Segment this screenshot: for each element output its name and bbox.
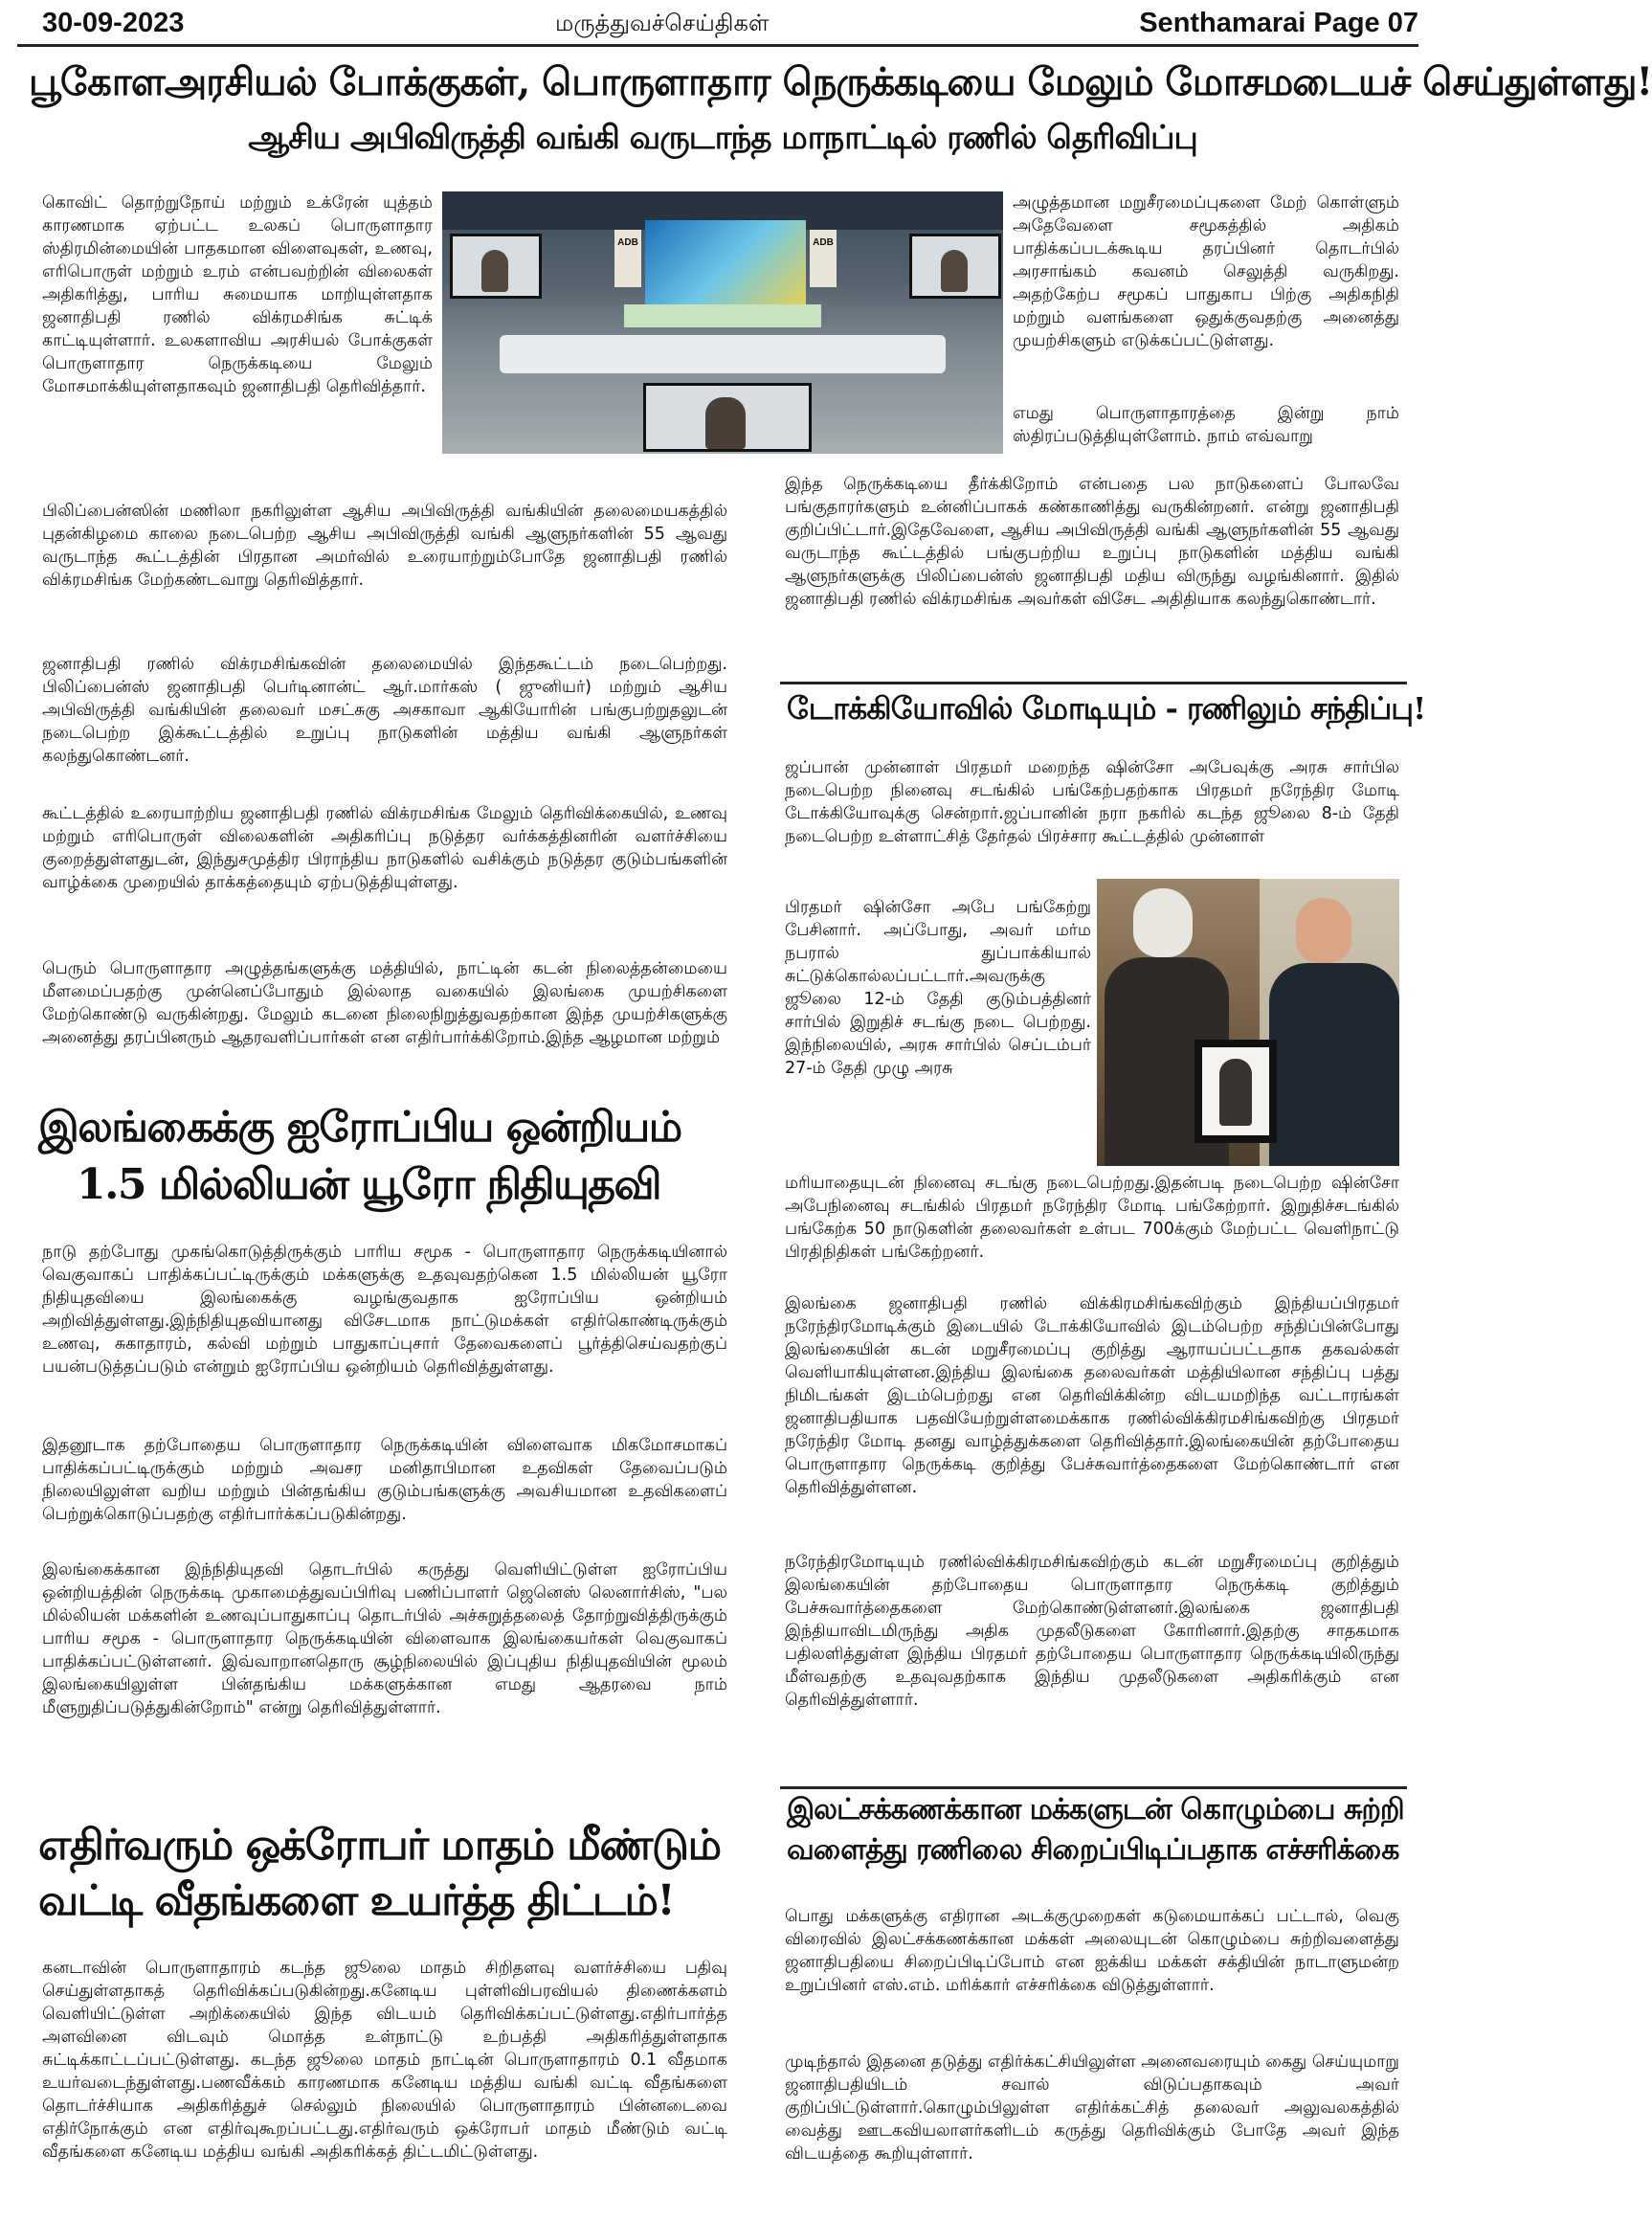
tokyo-paragraph-2: இலங்கை ஜனாதிபதி ரணில் விக்கிரமசிங்கவிற்கும் இந்தியப்பிரதமர் நரேந்திரமோடிக்கும் இடையில் டோக்கியோவில் இடம்பெற்ற சந்திப்பின்போது இலங்கையின் கடன் மறுசீரமைப்பு குறித்து ஆராயப்பட்டதாக தகவல்கள் வெளியாகியுள்ளன.இந்திய இலங்கை தலைவர்கள் மத்தியிலான சந்திப்பு பத்து நிமிடங்கள் இடம்பெற்றது என தெரிவிக்கின்ற விடயமறிந்த வட்டாரங்கள் ஜனாதிபதியாக பதவியேற்றுள்ளமைக்காக ரணில்விக்கிரமசிங்கவிற்கு பிரதமர் நரேந்திர மோடி தனது வாழ்த்துக்களை தெரிவித்தார்.இலங்கையின் தற்போதைய பொருளாதார நெருக்கடி குறித்து பேச்சுவார்த்தைகளை மேற்கொண்டார் என தெரிவித்துள்ளன.: [785, 1294, 1399, 1497]
colombo-rule: [780, 1786, 1407, 1789]
rates-headline-line1: எதிர்வரும் ஒக்ரோபர் மாதம் மீண்டும்: [38, 1821, 721, 1870]
issue-date: 30-09-2023: [42, 8, 185, 38]
tokyo-paragraph-1-bottom: மரியாதையுடன் நினைவு சடங்கு நடைபெற்றது.இதன்படி நடைபெற்ற ஷின்சோ அபேநினைவு சடங்கில் பிரதமர் நரேந்திர மோடி பங்கேற்றார். இறுதிச்சடங்கில் பங்கேற்க 50 நாடுகளின் தலைவர்கள் உள்பட 700க்கும் மேற்பட்ட வெளிநாட்டு பிரதிநிதிகள் பங்கேற்றனர்.: [785, 1174, 1399, 1262]
rates-headline-line2: வட்டி வீதங்களை உயர்த்த திட்டம்!: [38, 1876, 675, 1925]
header-rule: [17, 44, 1418, 47]
lead-right-paragraph-1: அழுத்தமான மறுசீரமைப்புகளை மேற் கொள்ளும் அதேவேளை சமூகத்தில் அதிகம் பாதிக்கப்படக்கூடிய தரப்பினர் தொடர்பில் அரசாங்கம் கவனம் செலுத்தி வருகிறது. அதற்கேற்ப சமூகப் பாதுகாப பிற்கு அதிகநிதி மற்றும் வளங்களை ஒதுக்குவதற்கு அனைத்து முயற்சிகளும் எடுக்கப்பட்டுள்ளது.: [1013, 193, 1399, 350]
page-number: Page 07: [1313, 8, 1418, 38]
colombo-headline-line2: வளைத்து ரணிலை சிறைப்பிடிப்பதாக எச்சரிக்கை: [787, 1833, 1399, 1867]
lead-right-paragraph-2b: இந்த நெருக்கடியை தீர்க்கிறோம் என்பதை பல நாடுகளைப் போலவே பங்குதாரர்களும் உன்னிப்பாகக் கண்காணித்து வருகின்றனர். என்று ஜனாதிபதி குறிப்பிட்டார்.இதேவேளை, ஆசிய அபிவிருத்தி வங்கி ஆளுநர்களின் 55 ஆவது வருடாந்த கூட்டத்தில் பங்குபற்றிய உறுப்பு நாடுகளின் மத்திய வங்கி ஆளுநர்களுக்கு பிலிப்பைன்ஸ் ஜனாதிபதி மதிய விருந்து வழங்கினார். இதில் ஜனாதிபதி ரணில் விக்ரமசிங்க அவர்கள் விசேட அதிதியாக கலந்துகொண்டார்.: [785, 475, 1399, 609]
page-label: [1139, 8, 1418, 39]
lead-paragraph-5: பெரும் பொருளாதார அழுத்தங்களுக்கு மத்தியில், நாட்டின் கடன் நிலைத்தன்மையை மீளமைப்பதற்கு முன்னெப்போதும் இல்லாத வகையில் இலங்கை முயற்சிகளை மேற்கொண்டு வருகின்றது. மேலும் கடனை நிலைநிறுத்துவதற்கான இந்த முயற்சிகளுக்கு அனைத்து தரப்பினரும் ஆதரவளிப்பார்கள் என எதிர்பார்க்கிறோம்.இந்த ஆழமான மற்றும்: [42, 959, 727, 1047]
ranil-head: [1296, 898, 1351, 963]
colombo-headline-line1: இலட்சக்கணக்கான மக்களுடன் கொழும்பை சுற்றி: [787, 1793, 1404, 1827]
eu-paragraph-2: இதனூடாக தற்போதைய பொருளாதார நெருக்கடியின் விளைவாக மிகமோசமாகப் பாதிக்கப்பட்டிருக்கும் மற்றும் அவசர மனிதாபிமான உதவிகள் தேவைப்படும் நிலையிலுள்ள வறிய மற்றும் பின்தங்கிய குடும்பங்களுக்கு அவசியமான உதவிகளைப் பெற்றுக்கொடுப்பதற்கு எதிர்பார்க்கப்படுகின்றது.: [42, 1436, 727, 1524]
side-screen-left: [450, 234, 542, 299]
adb-banner-left: ADB: [614, 230, 641, 287]
rates-paragraph-1: கனடாவின் பொருளாதாரம் கடந்த ஜூலை மாதம் சிறிதளவு வளர்ச்சியை பதிவு செய்துள்ளதாகத் தெரிவிக்கப்படுகின்றது.கனேடிய புள்ளிவிபரவியல் திணைக்களம் வெளியிட்டுள்ள அறிக்கையில் இந்த விடயம் தெரிவிக்கப்பட்டுள்ளது.எதிர்பார்த்த அளவினை விடவும் மொத்த உள்நாட்டு உற்பத்தி அதிகரித்துள்ளதாக சுட்டிக்காட்டப்பட்டுள்ளது. கடந்த ஜூலை மாதம் நாட்டின் பொருளாதாரம் 0.1 வீதமாக உயர்வடைந்துள்ளது.பணவீக்கம் காரணமாக கனேடிய மத்திய வங்கி வட்டி வீதங்களை தொடர்ச்சியாக அதிகரித்துச் செல்லும் நிலையில் பொருளாதாரம் பின்னடைவை எதிர்நோக்கும் என எதிர்வுகூறப்பட்டது.எதிர்வரும் ஒக்ரோபர் மாதம் மீண்டும் வட்டி வீதங்களை கனேடிய மத்திய வங்கி அதிகரிக்கத் திட்டமிட்டுள்ளது.: [42, 1959, 727, 2162]
lead-headline: பூகோளஅரசியல் போக்குகள், பொருளாதார நெருக்கடியை மேலும் மோசமடையச் செய்துள்ளது!: [29, 59, 1652, 104]
lead-intro: கொவிட் தொற்றுநோய் மற்றும் உக்ரேன் யுத்தம் காரணமாக ஏற்பட்ட உலகப் பொருளாதார ஸ்திரமின்மையின் பாதகமான விளைவுகள், உணவு, எரிபொருள் மற்றும் உரம் என்பவற்றின் விலைகள் அதிகரித்து, பாரிய சுமையாக மாறியுள்ளதாக ஜனாதிபதி ரணில் விக்ரமசிங்க சுட்டிக் காட்டியுள்ளார். உலகளாவிய அரசியல் போக்குகள் பொருளாதார நெருக்கடியை மேலும் மோசமாக்கியுள்ளதாகவும் ஜனாதிபதி தெரிவித்தார்.: [42, 193, 433, 396]
eu-headline-line2: 1.5 மில்லியன் யூரோ நிதியுதவி: [77, 1160, 661, 1209]
modi-head: [1133, 888, 1193, 957]
colombo-paragraph-1: பொது மக்களுக்கு எதிரான அடக்குமுறைகள் கடுமையாக்கப் பட்டால், வெகு விரைவில் இலட்சக்கணக்கான மக்கள் அலையுடன் கொழும்பை சுற்றிவளைத்து ஜனாதிபதியை சிறைப்பிடிப்போம் என ஐக்கிய மக்கள் சக்தியின் நாடாளுமன்ற உறுப்பினர் எஸ்.எம். மரிக்கார் எச்சரிக்கை விடுத்துள்ளார்.: [785, 1907, 1399, 1995]
lead-right-paragraph-2a: எமது பொருளாதாரத்தை இன்று நாம் ஸ்திரப்படுத்தியுள்ளோம். நாம் எவ்வாறு: [1013, 404, 1399, 446]
tokyo-rule: [780, 682, 1407, 684]
tokyo-headline: டோக்கியோவில் மோடியும் - ரணிலும் சந்திப்பு!: [787, 690, 1426, 727]
front-screen: [643, 383, 812, 452]
eu-paragraph-1: நாடு தற்போது முகங்கொடுத்திருக்கும் பாரிய சமூக - பொருளாதார நெருக்கடியினால் வெகுவாகப் பாதிக்கப்பட்டிருக்கும் மக்களுக்கு உதவுவதற்கென 1.5 மில்லியன் யூரோ நிதியுதவியை இலங்கைக்கு வழங்குவதாக ஐரோப்பிய ஒன்றியம் அறிவித்துள்ளது.இந்நிதியுதவியானது விசேடமாக நாட்டுமக்கள் எதிர்கொண்டிருக்கும் உணவு, சுகாதாரம், கல்வி மற்றும் பாதுகாப்புசார் தேவைகளைப் பூர்த்திசெய்வதற்குப் பயன்படுத்தப்படும் என்றும் ஐரோப்பிய ஒன்றியம் தெரிவித்துள்ளது.: [42, 1243, 727, 1377]
lead-subheadline: ஆசிய அபிவிருத்தி வங்கி வருடாந்த மாநாட்டில் ரணில் தெரிவிப்பு: [248, 119, 1197, 157]
lead-paragraph-4: கூட்டத்தில் உரையாற்றிய ஜனாதிபதி ரணில் விக்ரமசிங்க மேலும் தெரிவிக்கையில், உணவு மற்றும் எரிபொருள் விலைகளின் அதிகரிப்பு நடுத்தர வர்க்கத்தினரின் வளர்ச்சியை குறைத்துள்ளதுடன், இந்துசமுத்திர பிராந்திய நாடுகளில் வசிக்கும் நடுத்தர குடும்பங்களின் வாழ்க்கை முறையில் தாக்கத்தையும் ஏற்படுத்தியுள்ளது.: [42, 804, 727, 892]
main-screen: [645, 220, 806, 316]
modi-ranil-photo: [1097, 879, 1399, 1166]
speaker-figure: [481, 250, 508, 292]
delegate-tables: [500, 335, 946, 373]
tokyo-paragraph-1-top: ஜப்பான் முன்னாள் பிரதமர் மறைந்த ஷின்சோ அபேவுக்கு அரசு சார்பில நடைபெற்ற நினைவு சடங்கில் பங்கேற்பதற்காக பிரதமர் நரேந்திர மோடி டோக்கியோவுக்கு சென்றார்.ஜப்பானின் நரா நகரில் கடந்த ஜூலை 8-ம் தேதி நடைபெற்ற உள்ளாட்சித் தேர்தல் பிரச்சார கூட்டத்தில் முன்னாள்: [785, 758, 1399, 846]
side-screen-right: [909, 234, 1001, 299]
conference-photo: [442, 191, 1003, 454]
colombo-paragraph-2: முடிந்தால் இதனை தடுத்து எதிர்க்கட்சியிலுள்ள அனைவரையும் கைது செய்யுமாறு ஜனாதிபதியிடம் சவால் விடுப்பதாகவும் அவர் குறிப்பிட்டுள்ளார்.கொழும்பிலுள்ள எதிர்க்கட்சித் தலைவர் அலுவலகத்தில் வைத்து ஊடகவியலாளர்களிடம் கருத்து தெரிவிக்கும் போதே அவர் இந்த விடயத்தை கூறியுள்ளார்.: [785, 2052, 1399, 2163]
section-name: மருத்துவச்செய்திகள்: [555, 10, 770, 36]
speaker-figure: [705, 397, 746, 449]
paper-name: Senthamarai: [1139, 8, 1306, 38]
tokyo-paragraph-1-wrap: பிரதமர் ஷின்சோ அபே பங்கேற்று பேசினார். அப்போது, அவர் மர்ம நபரால் துப்பாக்கியால் சுட்டுக்கொல்லப்பட்டார்.அவருக்கு ஜூலை 12-ம் தேதி குடும்பத்தினர் சார்பில் இறுதிச் சடங்கு நடை பெற்றது. இந்நிலையில், அரசு சார்பில் செப்டம்பர் 27-ம் தேதி முழு அரசு: [785, 898, 1091, 1078]
lead-paragraph-3: ஜனாதிபதி ரணில் விக்ரமசிங்கவின் தலைமையில் இந்தகூட்டம் நடைபெற்றது. பிலிப்பைன்ஸ் ஜனாதிபதி பெர்டினான்ட் ஆர்.மார்கஸ் ( ஜுனியர்) மற்றும் ஆசிய அபிவிருத்தி வங்கியின் தலைவர் மசட்சுகு அசகாவா ஆகியோரின் பங்குபற்றுதலுடன் நடைபெற்ற இக்கூட்டத்தில் உறுப்பு நாடுகளின் மத்திய வங்கி ஆளுநர்கள் கலந்துகொண்டனர்.: [42, 655, 727, 766]
eu-paragraph-3: இலங்கைக்கான இந்நிதியுதவி தொடர்பில் கருத்து வெளியிட்டுள்ள ஐரோப்பிய ஒன்றியத்தின் நெருக்கடி முகாமைத்துவப்பிரிவு பணிப்பாளர் ஜெனெஸ் லெனார்சிஸ், "பல மில்லியன் மக்களின் உணவுப்பாதுகாப்பு தொடர்பில் அச்சுறுத்தலைத் தோற்றுவித்திருக்கும் பாரிய சமூக - பொருளாதார நெருக்கடியின் விளைவாக இலங்கையர்கள் வெகுவாகப் பாதிக்கப்பட்டுள்ளனர். இவ்வாறானதொரு சூழ்நிலையில் இப்புதிய நிதியுதவியின் மூலம் இலங்கையிலுள்ள பின்தங்கிய மக்களுக்கான எமது ஆதரவை நாம் மீளுறுதிப்படுத்துகின்றோம்" என்று தெரிவித்துள்ளார்.: [42, 1560, 727, 1717]
adb-banner-right: ADB: [810, 230, 837, 287]
eu-headline-line1: இலங்கைக்கு ஐரோப்பிய ஒன்றியம்: [38, 1103, 681, 1152]
lead-paragraph-2: பிலிப்பைன்ஸின் மணிலா நகரிலுள்ள ஆசிய அபிவிருத்தி வங்கியின் தலைமையகத்தில் புதன்கிழமை காலை நடைபெற்ற ஆசிய அபிவிருத்தி வங்கி ஆளுநர்களின் 55 ஆவது வருடாந்த கூட்டத்தின் பிரதான அமர்வில் உரையாற்றும்போதே ஜனாதிபதி ரணில் விக்ரமசிங்க மேற்கண்டவாறு தெரிவித்தார்.: [42, 502, 727, 590]
stage-flowers: [624, 304, 821, 327]
speaker-figure: [941, 250, 968, 292]
abe-portrait: [1219, 1059, 1252, 1126]
abe-portrait-frame: [1194, 1040, 1277, 1143]
tokyo-paragraph-3: நரேந்திரமோடியும் ரணில்விக்கிரமசிங்கவிற்கும் கடன் மறுசீரமைப்பு குறித்தும் இலங்கையின் தற்போதைய பொருளாதார நெருக்கடி குறித்தும் பேச்சுவார்த்தைகளை மேற்கொண்டுள்ளனர்.இலங்கை ஜனாதிபதி இந்தியாவிடமிருந்து அதிக முதலீடுகளை கோரினார்.இதற்கு சாதகமாக பதிலளித்துள்ள இந்திய பிரதமர் தற்போதைய பொருளாதார நெருக்கடியிலிருந்து மீள்வதற்கு உதவுவதற்காக இந்திய முதலீடுகளை அதிகரிக்கும் என தெரிவித்துள்ளார்.: [785, 1553, 1399, 1710]
ranil-body: [1269, 963, 1399, 1166]
